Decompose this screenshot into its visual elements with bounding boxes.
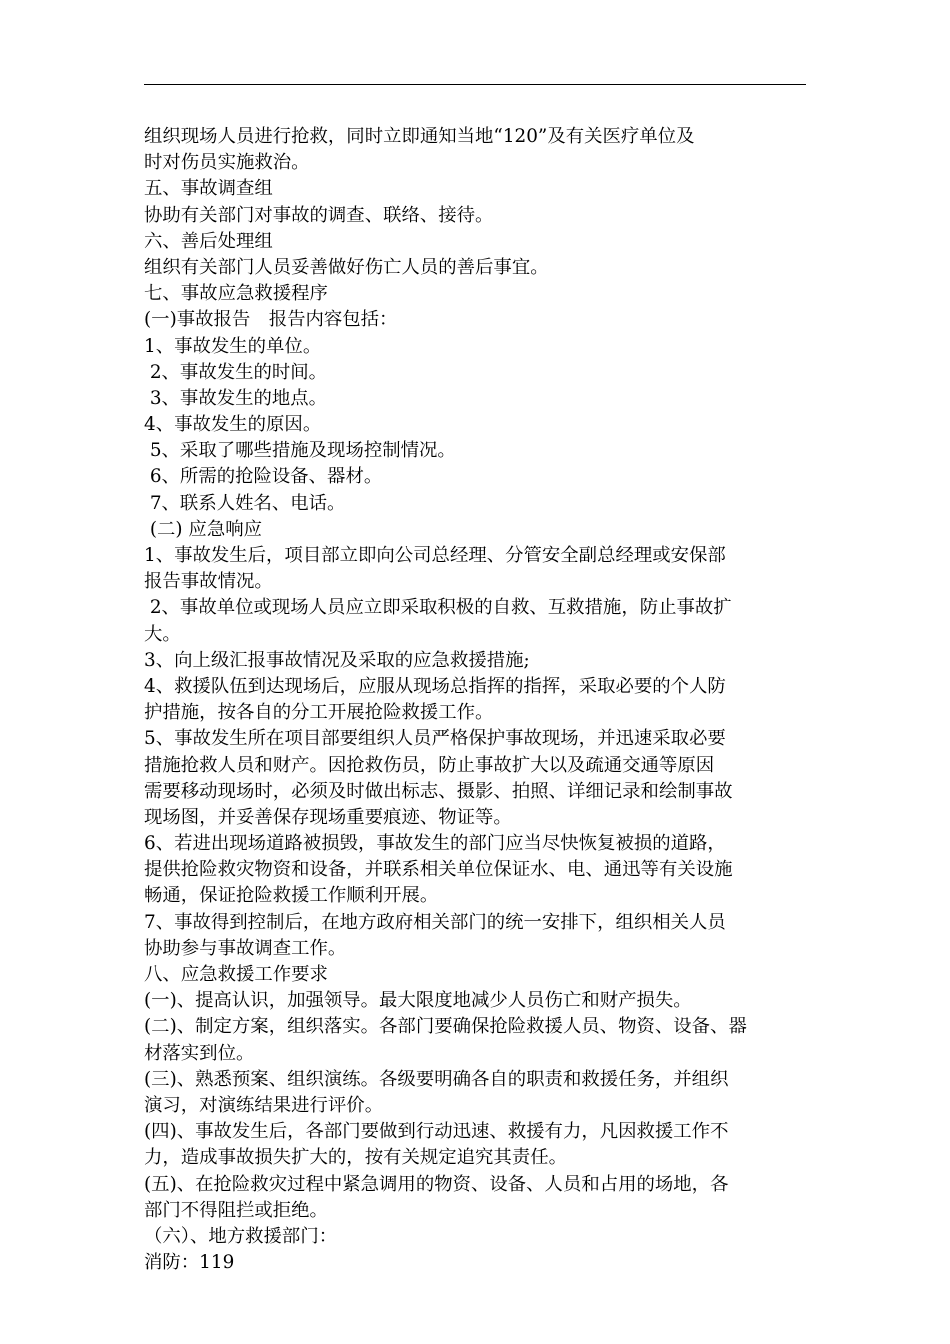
text-line: 报告事故情况。: [144, 571, 273, 593]
list-item: (五)、在抢险救灾过程中紧急调用的物资、设备、人员和占用的场地，各: [144, 1173, 729, 1195]
list-item: 2、事故单位或现场人员应立即采取积极的自救、互救措施，防止事故扩: [144, 597, 732, 619]
list-item: (二)、制定方案，组织落实。各部门要确保抢险救援人员、物资、设备、器: [144, 1016, 747, 1038]
text-line: 组织有关部门人员妥善做好伤亡人员的善后事宜。: [144, 256, 549, 278]
list-item: 2、事故发生的时间。: [144, 361, 328, 383]
subsection-heading: (一)事故报告 报告内容包括：: [144, 309, 398, 331]
list-item: 5、采取了哪些措施及现场控制情况。: [144, 440, 456, 462]
list-item: (三)、熟悉预案、组织演练。各级要明确各自的职责和救援任务，并组织: [144, 1068, 729, 1090]
text-line: 协助有关部门对事故的调查、联络、接待。: [144, 204, 494, 226]
text-line: 力，造成事故损失扩大的，按有关规定追究其责任。: [144, 1147, 567, 1169]
text-line: 提供抢险救灾物资和设备，并联系相关单位保证水、电、通迅等有关设施: [144, 859, 733, 881]
text-line: 时对伤员实施救治。: [144, 152, 310, 174]
header-rule: [144, 84, 806, 85]
text-line: 措施抢救人员和财产。因抢救伤员，防止事故扩大以及疏通交通等原因: [144, 754, 715, 776]
text-line: 大。: [144, 623, 181, 645]
list-item: (一)、提高认识，加强领导。最大限度地减少人员伤亡和财产损失。: [144, 990, 692, 1012]
list-item: 3、事故发生的地点。: [144, 387, 328, 409]
list-item: 3、向上级汇报事故情况及采取的应急救援措施;: [144, 649, 530, 671]
subsection-heading: (二) 应急响应: [144, 518, 262, 540]
section-heading: 五、事故调查组: [144, 178, 273, 200]
list-item: 7、事故得到控制后，在地方政府相关部门的统一安排下，组织相关人员: [144, 911, 726, 933]
list-item: 4、事故发生的原因。: [144, 414, 322, 436]
list-item: 1、事故发生的单位。: [144, 335, 322, 357]
section-heading: 七、事故应急救援程序: [144, 283, 328, 305]
section-heading: 八、应急救援工作要求: [144, 964, 328, 985]
text-line: 畅通，保证抢险救援工作顺利开展。: [144, 885, 439, 907]
list-item: 6、所需的抢险设备、器材。: [144, 466, 383, 488]
document-body: [144, 124, 808, 1276]
list-item: 6、若进出现场道路被损毁，事故发生的部门应当尽快恢复被损的道路，: [144, 833, 726, 855]
text-line: 演习，对演练结果进行评价。: [144, 1094, 384, 1116]
list-item: （六）、地方救援部门：: [144, 1225, 338, 1247]
text-line: 需要移动现场时，必须及时做出标志、摄影、拍照、详细记录和绘制事故: [144, 780, 733, 802]
text-line: 消防：119: [144, 1252, 235, 1274]
list-item: 4、救援队伍到达现场后，应服从现场总指挥的指挥，采取必要的个人防: [144, 675, 726, 697]
list-item: 5、事故发生所在项目部要组织人员严格保护事故现场，并迅速采取必要: [144, 728, 726, 750]
text-line: 护措施，按各自的分工开展抢险救援工作。: [144, 702, 494, 724]
list-item: 1、事故发生后，项目部立即向公司总经理、分管安全副总经理或安保部: [144, 545, 726, 566]
text-line: 材落实到位。: [144, 1042, 255, 1064]
list-item: (四)、事故发生后，各部门要做到行动迅速、救援有力，凡因救援工作不: [144, 1121, 729, 1143]
list-item: 7、联系人姓名、电话。: [144, 492, 346, 514]
text-line: 组织现场人员进行抢救，同时立即通知当地“120”及有关医疗单位及: [144, 126, 695, 147]
section-heading: 六、善后处理组: [144, 230, 273, 252]
text-line: 部门不得阻拦或拒绝。: [144, 1199, 328, 1221]
text-line: 协助参与事故调查工作。: [144, 937, 347, 959]
text-line: 现场图，并妥善保存现场重要痕迹、物证等。: [144, 806, 512, 828]
